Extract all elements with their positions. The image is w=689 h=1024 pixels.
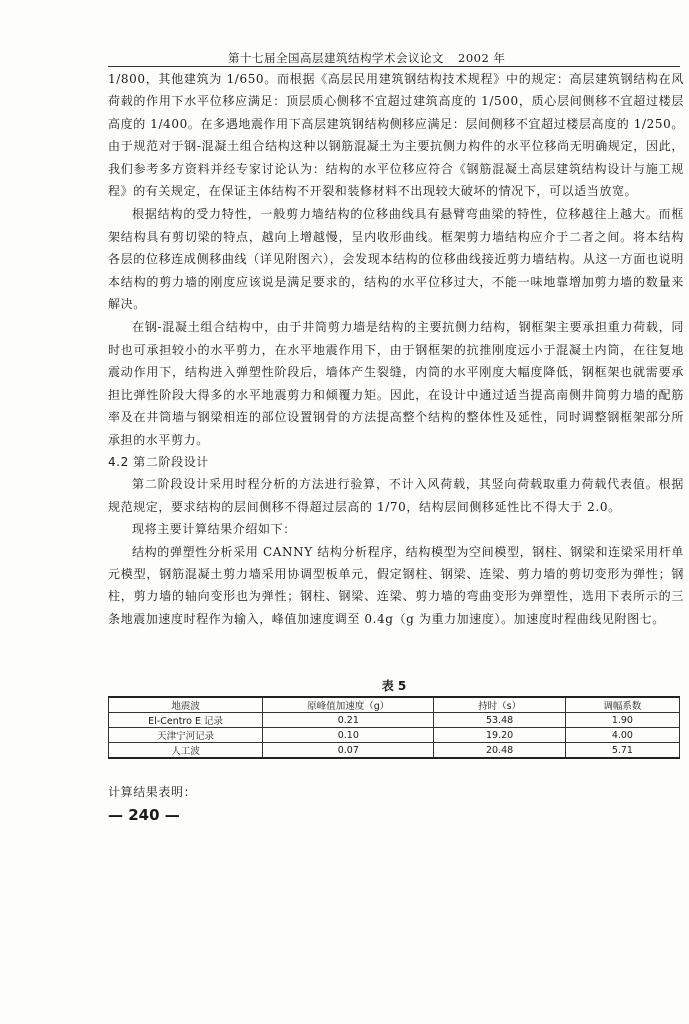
results-lead-in: 计算结果表明： (108, 785, 197, 799)
seismic-wave-table (108, 696, 680, 759)
table-cell: 5.71 (565, 743, 679, 759)
col-header-wave: 地震波 (109, 697, 263, 713)
table-cell: 1.90 (565, 713, 679, 728)
paragraph-displacement-curve: 根据结构的受力特性，一般剪力墙结构的位移曲线具有悬臂弯曲梁的特性，位移越往上越大。而框架结构具有剪切梁的特点，越向上增越慢，呈内收形曲线。框架剪力墙结构应介于二者之间。将本结构各层的位移连成侧移曲线（详见附图六），会发现本结构的位移曲线接近剪力墙结构。从这一方面也说明本结构的剪力墙的刚度应该说是满足要求的，结构的水平位移过大，不能一味地靠增加剪力墙的数量来解决。 (108, 207, 684, 312)
table-row (109, 743, 680, 759)
table-caption: 表 5 (381, 679, 407, 693)
col-header-scale-factor: 调幅系数 (565, 697, 679, 713)
paragraph-displacement-limits: 1/800，其他建筑为 1/650。而根据《高层民用建筑钢结构技术规程》中的规定：高层建筑钢结构在风荷载的作用下水平位移应满足：顶层质心侧移不宜超过建筑高度的 1/500，质心层间侧移不宜超过楼层高度的 1/400。在多遇地震作用下高层建筑钢结构侧移应满足：层间侧移不宜超过楼层高度的 1/250。由于规范对于钢-混凝土组合结构这种以钢筋混凝土为主要抗侧力构件的水平位移尚无明确规定，因此，我们参考多方资料并经专家讨论认为：结构的水平位移应符合《钢筋混凝土高层建筑结构设计与施工规程》的有关规定，在保证主体结构不开裂和装修材料不出现较大破坏的情况下，可以适当放宽。 (108, 72, 684, 199)
paragraph-canny-analysis: 结构的弹塑性分析采用 CANNY 结构分析程序，结构模型为空间模型，钢柱、钢梁和连梁采用杆单元模型，钢筋混凝土剪力墙采用协调型板单元，假定钢柱、钢梁、连梁、剪力墙的剪切变形为弹性；钢柱，剪力墙的轴向变形也为弹性；钢柱、钢梁、连梁、剪力墙的弯曲变形为弹塑性，选用下表所示的三条地震加速度时程作为输入，峰值加速度调至 0.4g（g 为重力加速度）。加速度时程曲线见附图七。 (108, 544, 684, 626)
col-header-peak-acceleration: 原峰值加速度（g） (263, 697, 434, 713)
table-cell: 53.48 (434, 713, 565, 728)
table-cell: 0.10 (263, 728, 434, 743)
table-cell: 0.21 (263, 713, 434, 728)
table-cell: 0.07 (263, 743, 434, 759)
table-header-row (109, 697, 680, 713)
section-heading: 4.2 第二阶段设计 (108, 454, 209, 469)
table-cell: El-Centro E 记录 (109, 713, 263, 728)
table-cell: 4.00 (565, 728, 679, 743)
conference-title: 第十七届全国高层建筑结构学术会议论文 (228, 51, 444, 65)
table-row (109, 728, 680, 743)
paragraph-time-history: 第二阶段设计采用时程分析的方法进行验算，不计入风荷载，其竖向荷载取重力荷载代表值。根据规范规定，要求结构的层间侧移不得超过层高的 1/70，结构层间侧移延性比不得大于 2.0。 (108, 477, 684, 514)
table-cell: 19.20 (434, 728, 565, 743)
table-cell: 天津宁河记录 (109, 728, 263, 743)
paragraph-results-intro: 现将主要计算结果介绍如下： (132, 522, 296, 537)
body-text (108, 68, 684, 630)
table-row (109, 713, 680, 728)
table-cell: 20.48 (434, 743, 565, 759)
paragraph-composite-structure: 在钢-混凝土组合结构中，由于井筒剪力墙是结构的主要抗侧力结构，钢框架主要承担重力荷载，同时也可承担较小的水平剪力，在水平地震作用下，由于钢框架的抗推刚度远小于混凝土内筒，在往复地震动作用下，结构进入弹塑性阶段后，墙体产生裂缝，内筒的水平刚度大幅度降低，钢框架也就需要承担比弹性阶段大得多的水平地震剪力和倾覆力矩。因此，在设计中通过适当提高南侧井筒剪力墙的配筋率及在井筒墙与钢梁相连的部位设置钢骨的方法提高整个结构的整体性及延性，同时调整钢框架部分所承担的水平剪力。 (108, 320, 684, 447)
header-year: 2002 年 (458, 51, 506, 65)
table-cell: 人工波 (109, 743, 263, 759)
page-number: — 240 — (108, 806, 180, 824)
header-rule (108, 66, 680, 67)
col-header-duration: 持时（s） (434, 697, 565, 713)
